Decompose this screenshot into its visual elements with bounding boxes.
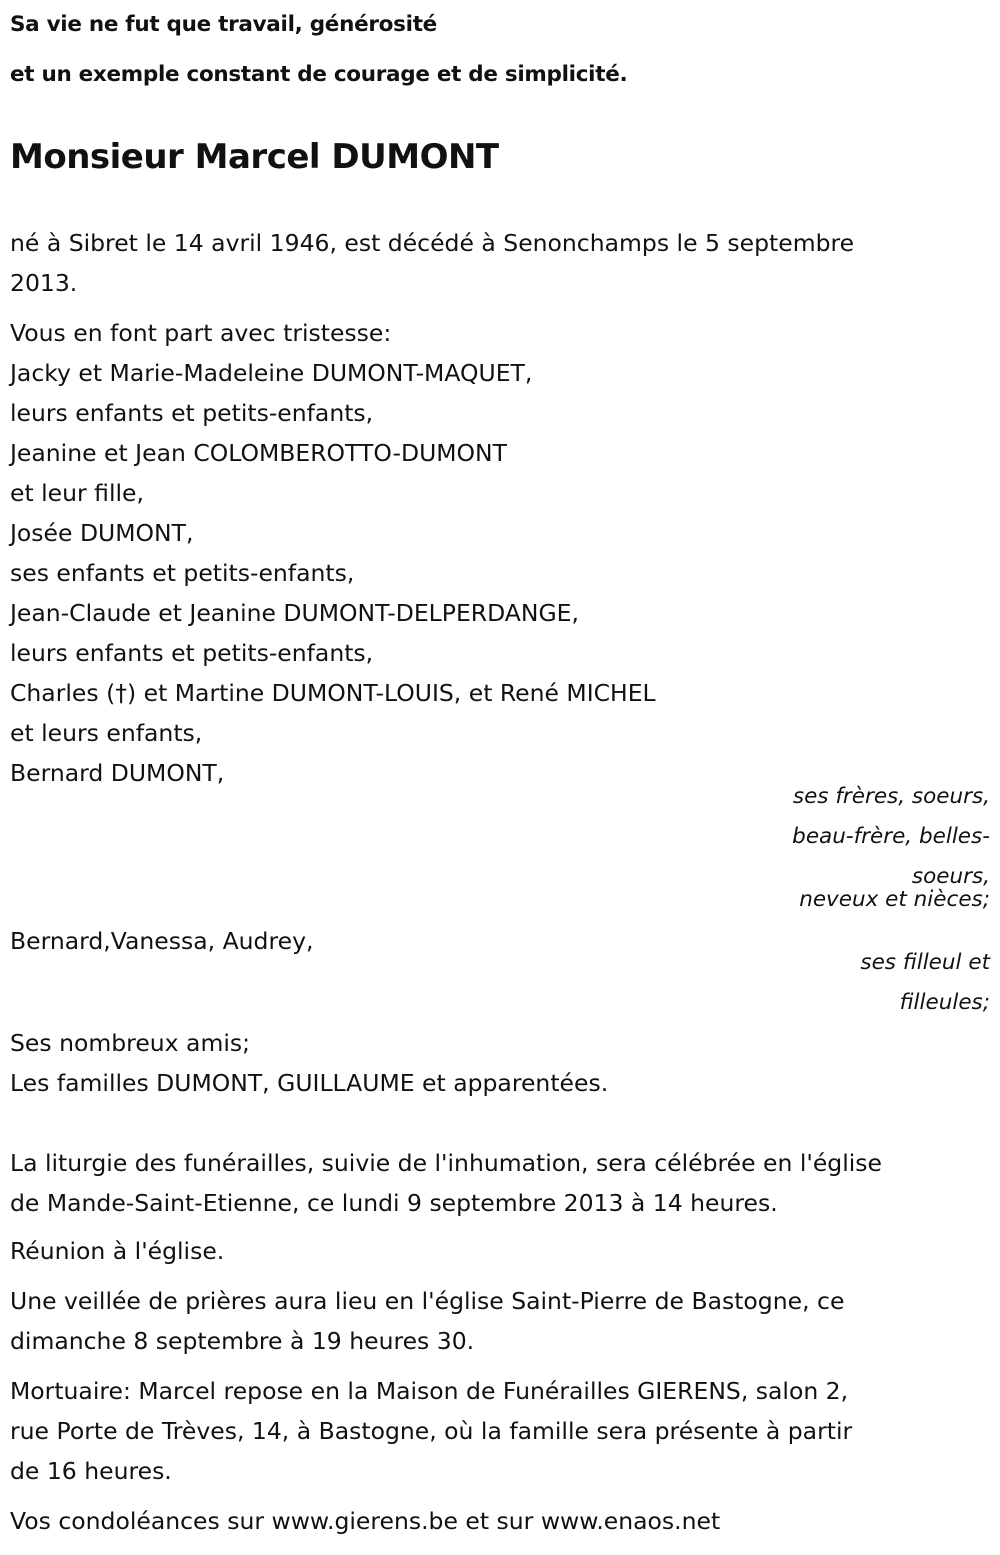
page-title: Monsieur Marcel DUMONT	[10, 137, 499, 177]
siblings-note: beau-frère, belles-	[792, 824, 990, 849]
family-line: leurs enfants et petits-enfants,	[10, 639, 374, 667]
birth-death-line-2: 2013.	[10, 269, 78, 297]
family-line: Charles (†) et Martine DUMONT-LOUIS, et René MICHEL	[10, 679, 656, 707]
mortuary-line: Mortuaire: Marcel repose en la Maison de Funérailles GIERENS, salon 2,	[10, 1377, 849, 1405]
godchildren: Bernard,Vanessa, Audrey,	[10, 927, 314, 955]
others-line: Ses nombreux amis;	[10, 1029, 251, 1057]
siblings-note: ses frères, soeurs,	[792, 784, 990, 809]
mortuary-line: rue Porte de Trèves, 14, à Bastogne, où la famille sera présente à partir	[10, 1417, 853, 1445]
family-line: ses enfants et petits-enfants,	[10, 559, 355, 587]
condolences: Vos condoléances sur www.gierens.be et sur www.enaos.net	[10, 1507, 721, 1535]
family-line: Jeanine et Jean COLOMBEROTTO-DUMONT	[10, 439, 507, 467]
motto-line-2: et un exemple constant de courage et de simplicité.	[10, 62, 628, 87]
family-line: leurs enfants et petits-enfants,	[10, 399, 374, 427]
family-line: Josée DUMONT,	[10, 519, 194, 547]
siblings-note: neveux et nièces;	[799, 887, 990, 912]
vigil-line: dimanche 8 septembre à 19 heures 30.	[10, 1327, 475, 1355]
godchildren-note: ses filleul et	[860, 950, 990, 975]
funeral-line: de Mande-Saint-Etienne, ce lundi 9 septembre 2013 à 14 heures.	[10, 1189, 778, 1217]
family-line: et leur fille,	[10, 479, 144, 507]
funeral-line: La liturgie des funérailles, suivie de l'inhumation, sera célébrée en l'église	[10, 1149, 882, 1177]
mortuary-line: de 16 heures.	[10, 1457, 172, 1485]
meeting: Réunion à l'église.	[10, 1237, 225, 1265]
siblings-note: soeurs,	[911, 864, 990, 889]
birth-death-line-1: né à Sibret le 14 avril 1946, est décédé à Senonchamps le 5 septembre	[10, 229, 855, 257]
godchildren-note: filleules;	[899, 990, 990, 1015]
family-intro: Vous en font part avec tristesse:	[10, 319, 392, 347]
family-line: Bernard DUMONT,	[10, 759, 225, 787]
others-line: Les familles DUMONT, GUILLAUME et apparentées.	[10, 1069, 609, 1097]
family-line: Jacky et Marie-Madeleine DUMONT-MAQUET,	[10, 359, 533, 387]
vigil-line: Une veillée de prières aura lieu en l'église Saint-Pierre de Bastogne, ce	[10, 1287, 845, 1315]
motto-line-1: Sa vie ne fut que travail, générosité	[10, 12, 437, 37]
family-line: Jean-Claude et Jeanine DUMONT-DELPERDANGE,	[10, 599, 579, 627]
family-line: et leurs enfants,	[10, 719, 203, 747]
